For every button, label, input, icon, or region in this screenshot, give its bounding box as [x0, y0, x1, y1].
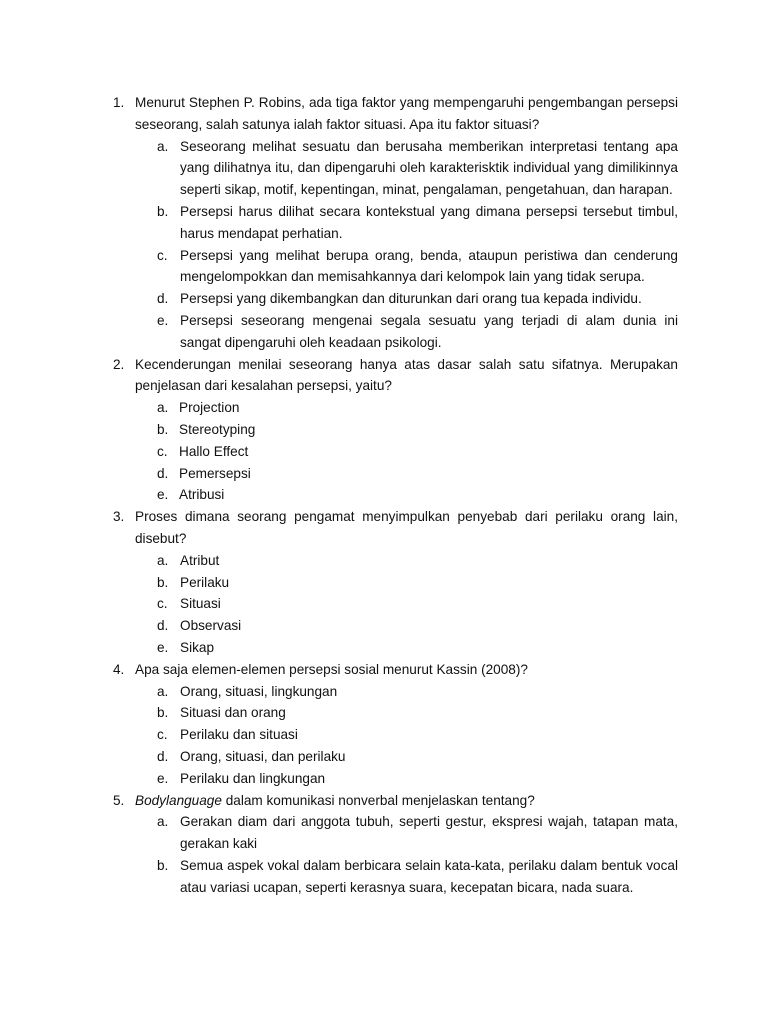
option-letter: d.: [157, 291, 169, 307]
question-text-rest: dalam komunikasi nonverbal menjelaskan tentang?: [221, 792, 535, 808]
question-item: [104, 354, 678, 507]
question-list: [104, 92, 678, 898]
option-letter: c.: [157, 247, 168, 263]
question-text: Kecenderungan menilai seseorang hanya atas dasar salah satu sifatnya. Merupakan penjelasan dari kesalahan persepsi, yaitu?: [135, 356, 678, 394]
option-text: Orang, situasi, dan perilaku: [180, 748, 346, 764]
option-list: [135, 397, 678, 506]
option-text: Persepsi yang melihat berupa orang, benda, ataupun peristiwa dan cenderung mengelompokkan dan memisahkannya dari kelompok lain yang tidak serupa.: [180, 247, 678, 285]
option-item: [135, 245, 678, 289]
option-letter: e.: [157, 770, 169, 786]
option-list: [135, 681, 678, 790]
option-item: [135, 811, 678, 855]
option-item: [135, 702, 678, 724]
option-item: [135, 288, 678, 310]
question-number: 4.: [113, 661, 125, 677]
option-text: Situasi dan orang: [180, 705, 286, 721]
question-text: Proses dimana seorang pengamat menyimpulkan penyebab dari perilaku orang lain, disebut?: [135, 509, 678, 546]
option-item: [135, 724, 678, 746]
option-item: [135, 855, 678, 899]
question-number: 3.: [113, 509, 125, 525]
question-text: Apa saja elemen-elemen persepsi sosial menurut Kassin (2008)?: [135, 661, 528, 677]
option-text: Sikap: [180, 639, 215, 655]
option-item: [135, 572, 678, 594]
option-item: [135, 550, 678, 572]
question-item: [104, 506, 678, 659]
option-text: Semua aspek vokal dalam berbicara selain kata-kata, perilaku dalam bentuk vocal atau variasi ucapan, seperti kerasnya suara, kecepatan bicara, nada suara.: [180, 857, 678, 895]
option-text: Atribut: [180, 552, 220, 568]
option-letter: e.: [157, 639, 169, 655]
option-text: Persepsi harus dilihat secara kontekstual yang dimana persepsi tersebut timbul, harus mendapat perhatian.: [180, 203, 678, 241]
option-item: [135, 441, 678, 463]
option-text: Persepsi yang dikembangkan dan diturunkan dari orang tua kepada individu.: [180, 291, 642, 307]
option-list: [135, 550, 678, 659]
option-text: Persepsi seseorang mengenai segala sesuatu yang terjadi di alam dunia ini sangat dipengaruhi oleh keadaan psikologi.: [180, 312, 678, 350]
option-item: [135, 310, 678, 354]
question-number: 2.: [113, 356, 125, 372]
option-text: Atribusi: [179, 487, 225, 503]
question-number: 1.: [113, 95, 125, 110]
option-text: Perilaku dan lingkungan: [180, 770, 326, 786]
option-text: Observasi: [180, 618, 242, 634]
option-letter: c.: [157, 727, 168, 743]
option-text: Hallo Effect: [179, 443, 249, 459]
option-letter: e.: [157, 487, 169, 503]
option-item: [135, 768, 678, 790]
question-item: [104, 790, 678, 899]
question-text: Menurut Stephen P. Robins, ada tiga faktor yang mempengaruhi pengembangan persepsi seseorang, salah satunya ialah faktor situasi. Apa itu faktor situasi?: [135, 95, 678, 132]
option-item: [135, 746, 678, 768]
option-item: [135, 419, 678, 441]
option-text: Gerakan diam dari anggota tubuh, seperti gestur, ekspresi wajah, tatapan mata, gerakan kaki: [180, 814, 678, 852]
option-letter: b.: [157, 705, 169, 721]
option-item: [135, 637, 678, 659]
option-letter: a.: [157, 683, 169, 699]
option-letter: d.: [157, 748, 169, 764]
option-letter: b.: [157, 421, 169, 437]
option-letter: a.: [157, 814, 169, 830]
option-letter: b.: [157, 203, 169, 219]
option-text: Projection: [179, 400, 240, 416]
question-text-italic: Bodylanguage: [135, 792, 222, 808]
option-letter: a.: [157, 400, 169, 416]
option-list: [135, 811, 678, 898]
option-item: [135, 136, 678, 201]
option-item: [135, 201, 678, 245]
option-text: Orang, situasi, lingkungan: [180, 683, 338, 699]
option-item: [135, 593, 678, 615]
option-letter: b.: [157, 857, 169, 873]
option-text: Situasi: [180, 596, 221, 612]
option-item: [135, 463, 678, 485]
option-letter: d.: [157, 465, 169, 481]
option-text: Seseorang melihat sesuatu dan berusaha memberikan interpretasi tentang apa yang dilihatnya itu, dan dipengaruhi oleh karakterisktik individual yang dimilikinnya seperti sikap, motif, kepentingan, minat, pengalaman, pengetahuan, dan harapan.: [180, 138, 678, 198]
option-letter: a.: [157, 138, 169, 154]
question-text: [135, 790, 678, 812]
option-item: [135, 397, 678, 419]
question-number: 5.: [113, 792, 125, 808]
option-letter: c.: [157, 443, 168, 459]
option-item: [135, 615, 678, 637]
option-letter: c.: [157, 596, 168, 612]
option-letter: e.: [157, 312, 169, 328]
question-item: [104, 92, 678, 354]
option-text: Pemersepsi: [179, 465, 251, 481]
option-text: Perilaku dan situasi: [180, 727, 298, 743]
question-item: [104, 659, 678, 790]
option-letter: d.: [157, 618, 169, 634]
option-letter: b.: [157, 574, 169, 590]
option-text: Stereotyping: [179, 421, 256, 437]
option-item: [135, 484, 678, 506]
option-text: Perilaku: [180, 574, 230, 590]
option-letter: a.: [157, 552, 169, 568]
option-item: [135, 681, 678, 703]
option-list: [135, 136, 678, 354]
